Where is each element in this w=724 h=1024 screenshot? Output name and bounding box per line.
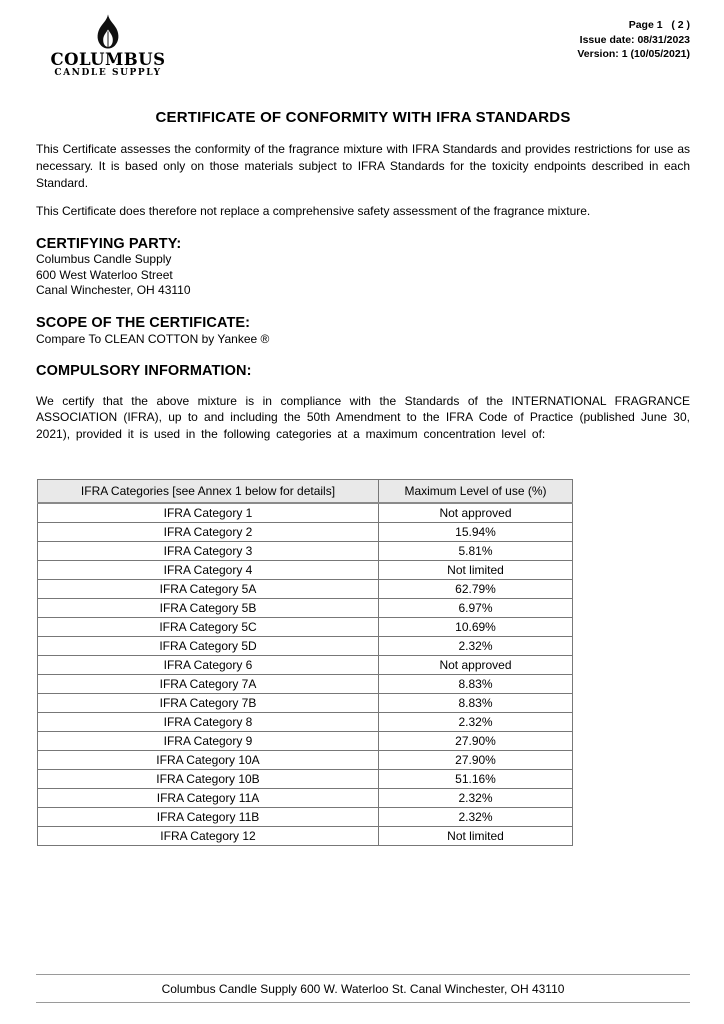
- table-cell: 6.97%: [379, 598, 573, 617]
- table-row: [38, 503, 573, 523]
- company-logo: [48, 14, 168, 79]
- table-cell: 51.16%: [379, 769, 573, 788]
- table-cell: Not limited: [379, 826, 573, 845]
- table-cell: IFRA Category 9: [38, 731, 379, 750]
- table-cell: 8.83%: [379, 693, 573, 712]
- table-row: [38, 769, 573, 788]
- table-row: [38, 674, 573, 693]
- table-cell: IFRA Category 6: [38, 655, 379, 674]
- page-number: Page 1 ( 2 ): [628, 19, 690, 31]
- table-cell: IFRA Category 11A: [38, 788, 379, 807]
- table-row: [38, 541, 573, 560]
- table-row: [38, 522, 573, 541]
- table-cell: IFRA Category 10B: [38, 769, 379, 788]
- certifying-party-heading: CERTIFYING PARTY:: [36, 236, 182, 253]
- certifying-party-city: Canal Winchester, OH 43110: [36, 283, 191, 298]
- table-cell: 2.32%: [379, 788, 573, 807]
- table-cell: 15.94%: [379, 522, 573, 541]
- intro-paragraph-2: This Certificate does therefore not replace a comprehensive safety assessment of the fragrance mixture.: [36, 204, 591, 219]
- table-cell: 27.90%: [379, 750, 573, 769]
- table-cell: 2.32%: [379, 807, 573, 826]
- flame-icon: [89, 14, 127, 51]
- column-header-max-level: Maximum Level of use (%): [379, 480, 573, 503]
- table-header-row: [38, 480, 573, 503]
- column-header-categories: IFRA Categories [see Annex 1 below for details]: [38, 480, 379, 503]
- table-cell: 10.69%: [379, 617, 573, 636]
- document-title: CERTIFICATE OF CONFORMITY WITH IFRA STANDARDS: [155, 109, 571, 126]
- ifra-categories-table: [37, 479, 573, 846]
- table-cell: IFRA Category 2: [38, 522, 379, 541]
- table-row: [38, 693, 573, 712]
- logo-company-subname: CANDLE SUPPLY: [54, 68, 162, 78]
- table-cell: Not limited: [379, 560, 573, 579]
- table-cell: 8.83%: [379, 674, 573, 693]
- compulsory-heading: COMPULSORY INFORMATION:: [36, 362, 252, 379]
- table-cell: 2.32%: [379, 636, 573, 655]
- table-cell: IFRA Category 5C: [38, 617, 379, 636]
- document-meta: [577, 14, 690, 62]
- logo-company-name: COLUMBUS: [50, 50, 166, 69]
- table-cell: IFRA Category 11B: [38, 807, 379, 826]
- table-row: [38, 655, 573, 674]
- table-cell: IFRA Category 5B: [38, 598, 379, 617]
- table-cell: IFRA Category 7A: [38, 674, 379, 693]
- table-cell: IFRA Category 8: [38, 712, 379, 731]
- table-cell: IFRA Category 7B: [38, 693, 379, 712]
- scope-heading: SCOPE OF THE CERTIFICATE:: [36, 314, 251, 331]
- table-cell: IFRA Category 10A: [38, 750, 379, 769]
- page-footer: [36, 974, 690, 1003]
- table-row: [38, 636, 573, 655]
- table-row: [38, 807, 573, 826]
- table-cell: Not approved: [379, 503, 573, 523]
- footer-address: Columbus Candle Supply 600 W. Waterloo St. Canal Winchester, OH 43110: [161, 981, 565, 996]
- intro-paragraph-1: This Certificate assesses the conformity of the fragrance mixture with IFRA Standards and provides restrictions for use as necessary. It is based only on those materials subject to IFRA Standards for the toxicity endpoints described in each Standard.: [36, 142, 690, 190]
- table-row: [38, 617, 573, 636]
- table-row: [38, 579, 573, 598]
- certifying-party-street: 600 West Waterloo Street: [36, 267, 173, 282]
- table-cell: IFRA Category 3: [38, 541, 379, 560]
- table-cell: Not approved: [379, 655, 573, 674]
- scope-text: Compare To CLEAN COTTON by Yankee ®: [36, 331, 270, 346]
- table-cell: 27.90%: [379, 731, 573, 750]
- table-cell: 62.79%: [379, 579, 573, 598]
- table-cell: IFRA Category 1: [38, 503, 379, 523]
- table-cell: IFRA Category 12: [38, 826, 379, 845]
- table-cell: IFRA Category 5D: [38, 636, 379, 655]
- table-body: [38, 503, 573, 846]
- page-header: [36, 14, 690, 88]
- table-row: [38, 826, 573, 845]
- table-cell: 2.32%: [379, 712, 573, 731]
- table-row: [38, 731, 573, 750]
- certifying-party-name: Columbus Candle Supply: [36, 252, 172, 267]
- issue-date: Issue date: 08/31/2023: [579, 33, 690, 46]
- table-cell: IFRA Category 5A: [38, 579, 379, 598]
- compulsory-paragraph: We certify that the above mixture is in compliance with the Standards of the INTERNATIONAL FRAGRANCE ASSOCIATION (IFRA), up to and including the 50th Amendment to the IFRA Code of Practice (published June 30, 2021), provided it is used in the following categories at a maximum concentration level of:: [36, 393, 690, 442]
- table-row: [38, 598, 573, 617]
- table-cell: 5.81%: [379, 541, 573, 560]
- table-row: [38, 788, 573, 807]
- table-row: [38, 560, 573, 579]
- table-row: [38, 750, 573, 769]
- table-row: [38, 712, 573, 731]
- table-cell: IFRA Category 4: [38, 560, 379, 579]
- version: Version: 1 (10/05/2021): [577, 48, 690, 60]
